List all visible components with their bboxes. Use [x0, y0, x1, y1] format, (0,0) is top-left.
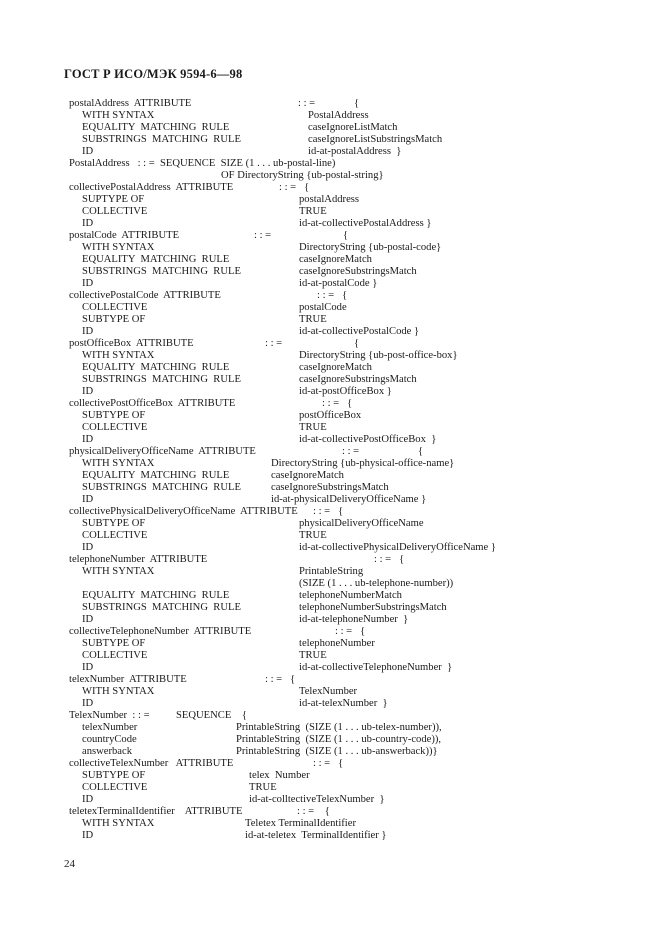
definition-text: COLLECTIVE: [82, 530, 148, 541]
definition-text: caseIgnoreSubstringsMatch: [299, 374, 417, 385]
definition-line: [0, 122, 661, 134]
definition-text: EQUALITY MATCHING RULE: [82, 254, 230, 265]
definition-text: : : =: [254, 230, 272, 241]
definition-line: [0, 506, 661, 518]
definition-text: answerback: [82, 746, 132, 757]
definition-text: SUBSTRINGS MATCHING RULE: [82, 266, 241, 277]
definition-text: ID: [82, 146, 94, 157]
definition-text: PostalAddress : : = SEQUENCE SIZE (1 . . . ub-postal-line): [69, 158, 336, 169]
definition-text: : : = {: [374, 554, 405, 565]
definition-line: [0, 410, 661, 422]
definition-text: SUBTYPE OF: [82, 314, 146, 325]
definition-line: [0, 338, 661, 350]
definition-text: TRUE: [299, 206, 327, 217]
definition-text: : : =: [298, 98, 316, 109]
definition-text: : : = {: [317, 290, 348, 301]
definition-text: collectivePostOfficeBox ATTRIBUTE: [69, 398, 236, 409]
definition-line: [0, 218, 661, 230]
definition-text: WITH SYNTAX: [82, 686, 155, 697]
definition-text: telephoneNumber: [299, 638, 375, 649]
definition-text: WITH SYNTAX: [82, 566, 155, 577]
definition-line: [0, 374, 661, 386]
definition-line: [0, 182, 661, 194]
definition-text: TRUE: [299, 650, 327, 661]
definition-text: collectivePostalAddress ATTRIBUTE: [69, 182, 234, 193]
definition-line: [0, 422, 661, 434]
definition-line: [0, 782, 661, 794]
definition-text: id-at-postalAddress }: [308, 146, 402, 157]
definition-text: ID: [82, 794, 94, 805]
definition-line: [0, 98, 661, 110]
definition-text: ID: [82, 278, 94, 289]
definition-text: WITH SYNTAX: [82, 110, 155, 121]
definition-line: [0, 158, 661, 170]
definition-line: [0, 722, 661, 734]
definition-text: id-at-physicalDeliveryOfficeName }: [271, 494, 427, 505]
definition-text: OF DirectoryString {ub-postal-string}: [221, 170, 384, 181]
definition-text: : : = {: [335, 626, 366, 637]
definition-line: [0, 242, 661, 254]
definition-text: teletexTerminalIdentifier ATTRIBUTE: [69, 806, 243, 817]
definition-line: [0, 650, 661, 662]
definition-text: SUBTYPE OF: [82, 770, 146, 781]
definition-line: [0, 530, 661, 542]
definition-text: id-at-collectivePhysicalDeliveryOfficeName }: [299, 542, 496, 553]
document-header: ГОСТ Р ИСО/МЭК 9594-6—98: [64, 67, 243, 81]
definition-line: [0, 806, 661, 818]
definition-line: [0, 746, 661, 758]
definition-text: PrintableString (SIZE (1 . . . ub-country-code)),: [236, 734, 442, 745]
definition-text: SUBSTRINGS MATCHING RULE: [82, 134, 241, 145]
definition-line: [0, 254, 661, 266]
definition-text: ID: [82, 698, 94, 709]
definition-text: SUBSTRINGS MATCHING RULE: [82, 482, 241, 493]
definition-text: : : = {: [279, 182, 310, 193]
definition-text: collectivePostalCode ATTRIBUTE: [69, 290, 221, 301]
definition-text: : : =: [265, 338, 283, 349]
definition-text: WITH SYNTAX: [82, 350, 155, 361]
definition-line: [0, 386, 661, 398]
asn1-definitions: [0, 98, 661, 842]
definition-text: ID: [82, 434, 94, 445]
definition-text: WITH SYNTAX: [82, 242, 155, 253]
definition-text: id-at-collectivePostalAddress }: [299, 218, 432, 229]
definition-line: [0, 554, 661, 566]
definition-line: [0, 314, 661, 326]
definition-text: id-at-telephoneNumber }: [299, 614, 409, 625]
definition-text: : : =: [342, 446, 360, 457]
definition-line: [0, 818, 661, 830]
definition-line: [0, 794, 661, 806]
definition-text: EQUALITY MATCHING RULE: [82, 122, 230, 133]
definition-line: [0, 710, 661, 722]
definition-text: collectiveTelexNumber ATTRIBUTE: [69, 758, 234, 769]
definition-line: [0, 758, 661, 770]
definition-text: telexNumber: [82, 722, 138, 733]
definition-text: COLLECTIVE: [82, 302, 148, 313]
definition-line: [0, 518, 661, 530]
definition-text: PrintableString (SIZE (1 . . . ub-answerback))}: [236, 746, 438, 757]
definition-text: SUBSTRINGS MATCHING RULE: [82, 602, 241, 613]
definition-text: {: [418, 446, 424, 457]
definition-text: COLLECTIVE: [82, 650, 148, 661]
definition-text: id-at-collectivePostalCode }: [299, 326, 420, 337]
definition-line: [0, 302, 661, 314]
page-number: 24: [64, 858, 75, 870]
definition-line: [0, 482, 661, 494]
definition-text: TRUE: [299, 314, 327, 325]
definition-text: ID: [82, 326, 94, 337]
definition-text: COLLECTIVE: [82, 782, 148, 793]
definition-text: : : = {: [313, 758, 344, 769]
definition-text: physicalDeliveryOfficeName: [299, 518, 424, 529]
definition-line: [0, 290, 661, 302]
definition-text: collectivePhysicalDeliveryOfficeName ATTRIBUTE: [69, 506, 298, 517]
definition-line: [0, 398, 661, 410]
definition-line: [0, 326, 661, 338]
definition-text: caseIgnoreMatch: [299, 254, 372, 265]
definition-text: PrintableString: [299, 566, 364, 577]
definition-text: COLLECTIVE: [82, 422, 148, 433]
definition-text: ID: [82, 542, 94, 553]
definition-line: [0, 578, 661, 590]
definition-line: [0, 134, 661, 146]
definition-text: EQUALITY MATCHING RULE: [82, 590, 230, 601]
definition-text: caseIgnoreSubstringsMatch: [271, 482, 389, 493]
definition-text: COLLECTIVE: [82, 206, 148, 217]
definition-line: [0, 542, 661, 554]
definition-text: countryCode: [82, 734, 137, 745]
definition-line: [0, 146, 661, 158]
definition-text: : : = {: [265, 674, 296, 685]
definition-line: [0, 494, 661, 506]
definition-text: ID: [82, 386, 94, 397]
definition-text: EQUALITY MATCHING RULE: [82, 362, 230, 373]
definition-text: DirectoryString {ub-postal-code}: [299, 242, 442, 253]
definition-text: ID: [82, 494, 94, 505]
definition-text: caseIgnoreListSubstringsMatch: [308, 134, 443, 145]
definition-text: postOfficeBox: [299, 410, 362, 421]
definition-text: postalAddress ATTRIBUTE: [69, 98, 192, 109]
definition-text: Teletex TerminalIdentifier: [245, 818, 356, 829]
definition-line: [0, 206, 661, 218]
definition-text: (SIZE (1 . . . ub-telephone-number)): [299, 578, 454, 589]
definition-text: id-at-postalCode }: [299, 278, 378, 289]
definition-text: telexNumber ATTRIBUTE: [69, 674, 187, 685]
definition-text: DirectoryString {ub-post-office-box}: [299, 350, 458, 361]
definition-text: caseIgnoreSubstringsMatch: [299, 266, 417, 277]
definition-text: telephoneNumberSubstringsMatch: [299, 602, 447, 613]
definition-line: [0, 626, 661, 638]
definition-line: [0, 734, 661, 746]
definition-text: DirectoryString {ub-physical-office-name}: [271, 458, 455, 469]
definition-line: [0, 590, 661, 602]
definition-text: PostalAddress: [308, 110, 369, 121]
definition-text: SUBTYPE OF: [82, 638, 146, 649]
definition-text: TelexNumber: [299, 686, 358, 697]
definition-text: : : = {: [297, 806, 330, 817]
definition-text: id-at-collectiveTelephoneNumber }: [299, 662, 453, 673]
definition-text: id-at-teletex TerminalIdentifier }: [245, 830, 387, 841]
definition-line: [0, 638, 661, 650]
definition-text: {: [354, 338, 360, 349]
definition-text: : : = {: [322, 398, 353, 409]
definition-line: [0, 194, 661, 206]
definition-text: caseIgnoreMatch: [299, 362, 372, 373]
definition-line: [0, 170, 661, 182]
definition-text: {: [343, 230, 349, 241]
definition-line: [0, 230, 661, 242]
definition-line: [0, 614, 661, 626]
definition-text: postalCode ATTRIBUTE: [69, 230, 180, 241]
definition-line: [0, 566, 661, 578]
definition-text: telephoneNumberMatch: [299, 590, 402, 601]
definition-line: [0, 266, 661, 278]
definition-text: SUBTYPE OF: [82, 410, 146, 421]
definition-text: telex Number: [249, 770, 310, 781]
definition-text: SUBTYPE OF: [82, 518, 146, 529]
definition-text: postalCode: [299, 302, 347, 313]
definition-line: [0, 458, 661, 470]
definition-text: id-at-collectivePostOfficeBox }: [299, 434, 437, 445]
definition-line: [0, 830, 661, 842]
definition-text: id-at-postOfficeBox }: [299, 386, 392, 397]
definition-text: ID: [82, 662, 94, 673]
definition-line: [0, 470, 661, 482]
definition-text: TRUE: [299, 530, 327, 541]
definition-line: [0, 602, 661, 614]
definition-text: postalAddress: [299, 194, 360, 205]
definition-line: [0, 698, 661, 710]
definition-line: [0, 446, 661, 458]
definition-text: EQUALITY MATCHING RULE: [82, 470, 230, 481]
definition-text: ID: [82, 218, 94, 229]
definition-line: [0, 434, 661, 446]
definition-line: [0, 662, 661, 674]
definition-line: [0, 278, 661, 290]
definition-text: collectiveTelephoneNumber ATTRIBUTE: [69, 626, 252, 637]
definition-text: physicalDeliveryOfficeName ATTRIBUTE: [69, 446, 256, 457]
definition-text: ID: [82, 830, 94, 841]
definition-text: SUPTYPE OF: [82, 194, 145, 205]
definition-text: id-at-colltectiveTelexNumber }: [249, 794, 385, 805]
definition-text: caseIgnoreMatch: [271, 470, 344, 481]
definition-text: SEQUENCE {: [176, 710, 248, 721]
definition-text: TelexNumber : : =: [69, 710, 150, 721]
definition-line: [0, 362, 661, 374]
definition-text: SUBSTRINGS MATCHING RULE: [82, 374, 241, 385]
definition-text: caseIgnoreListMatch: [308, 122, 398, 133]
definition-text: TRUE: [249, 782, 277, 793]
definition-text: : : = {: [313, 506, 344, 517]
definition-text: PrintableString (SIZE (1 . . . ub-telex-number)),: [236, 722, 442, 733]
definition-line: [0, 674, 661, 686]
definition-text: postOfficeBox ATTRIBUTE: [69, 338, 194, 349]
definition-line: [0, 350, 661, 362]
definition-text: ID: [82, 614, 94, 625]
definition-text: WITH SYNTAX: [82, 818, 155, 829]
definition-text: {: [354, 98, 360, 109]
definition-line: [0, 110, 661, 122]
definition-line: [0, 770, 661, 782]
definition-text: id-at-telexNumber }: [299, 698, 388, 709]
definition-text: telephoneNumber ATTRIBUTE: [69, 554, 208, 565]
definition-line: [0, 686, 661, 698]
definition-text: TRUE: [299, 422, 327, 433]
definition-text: WITH SYNTAX: [82, 458, 155, 469]
